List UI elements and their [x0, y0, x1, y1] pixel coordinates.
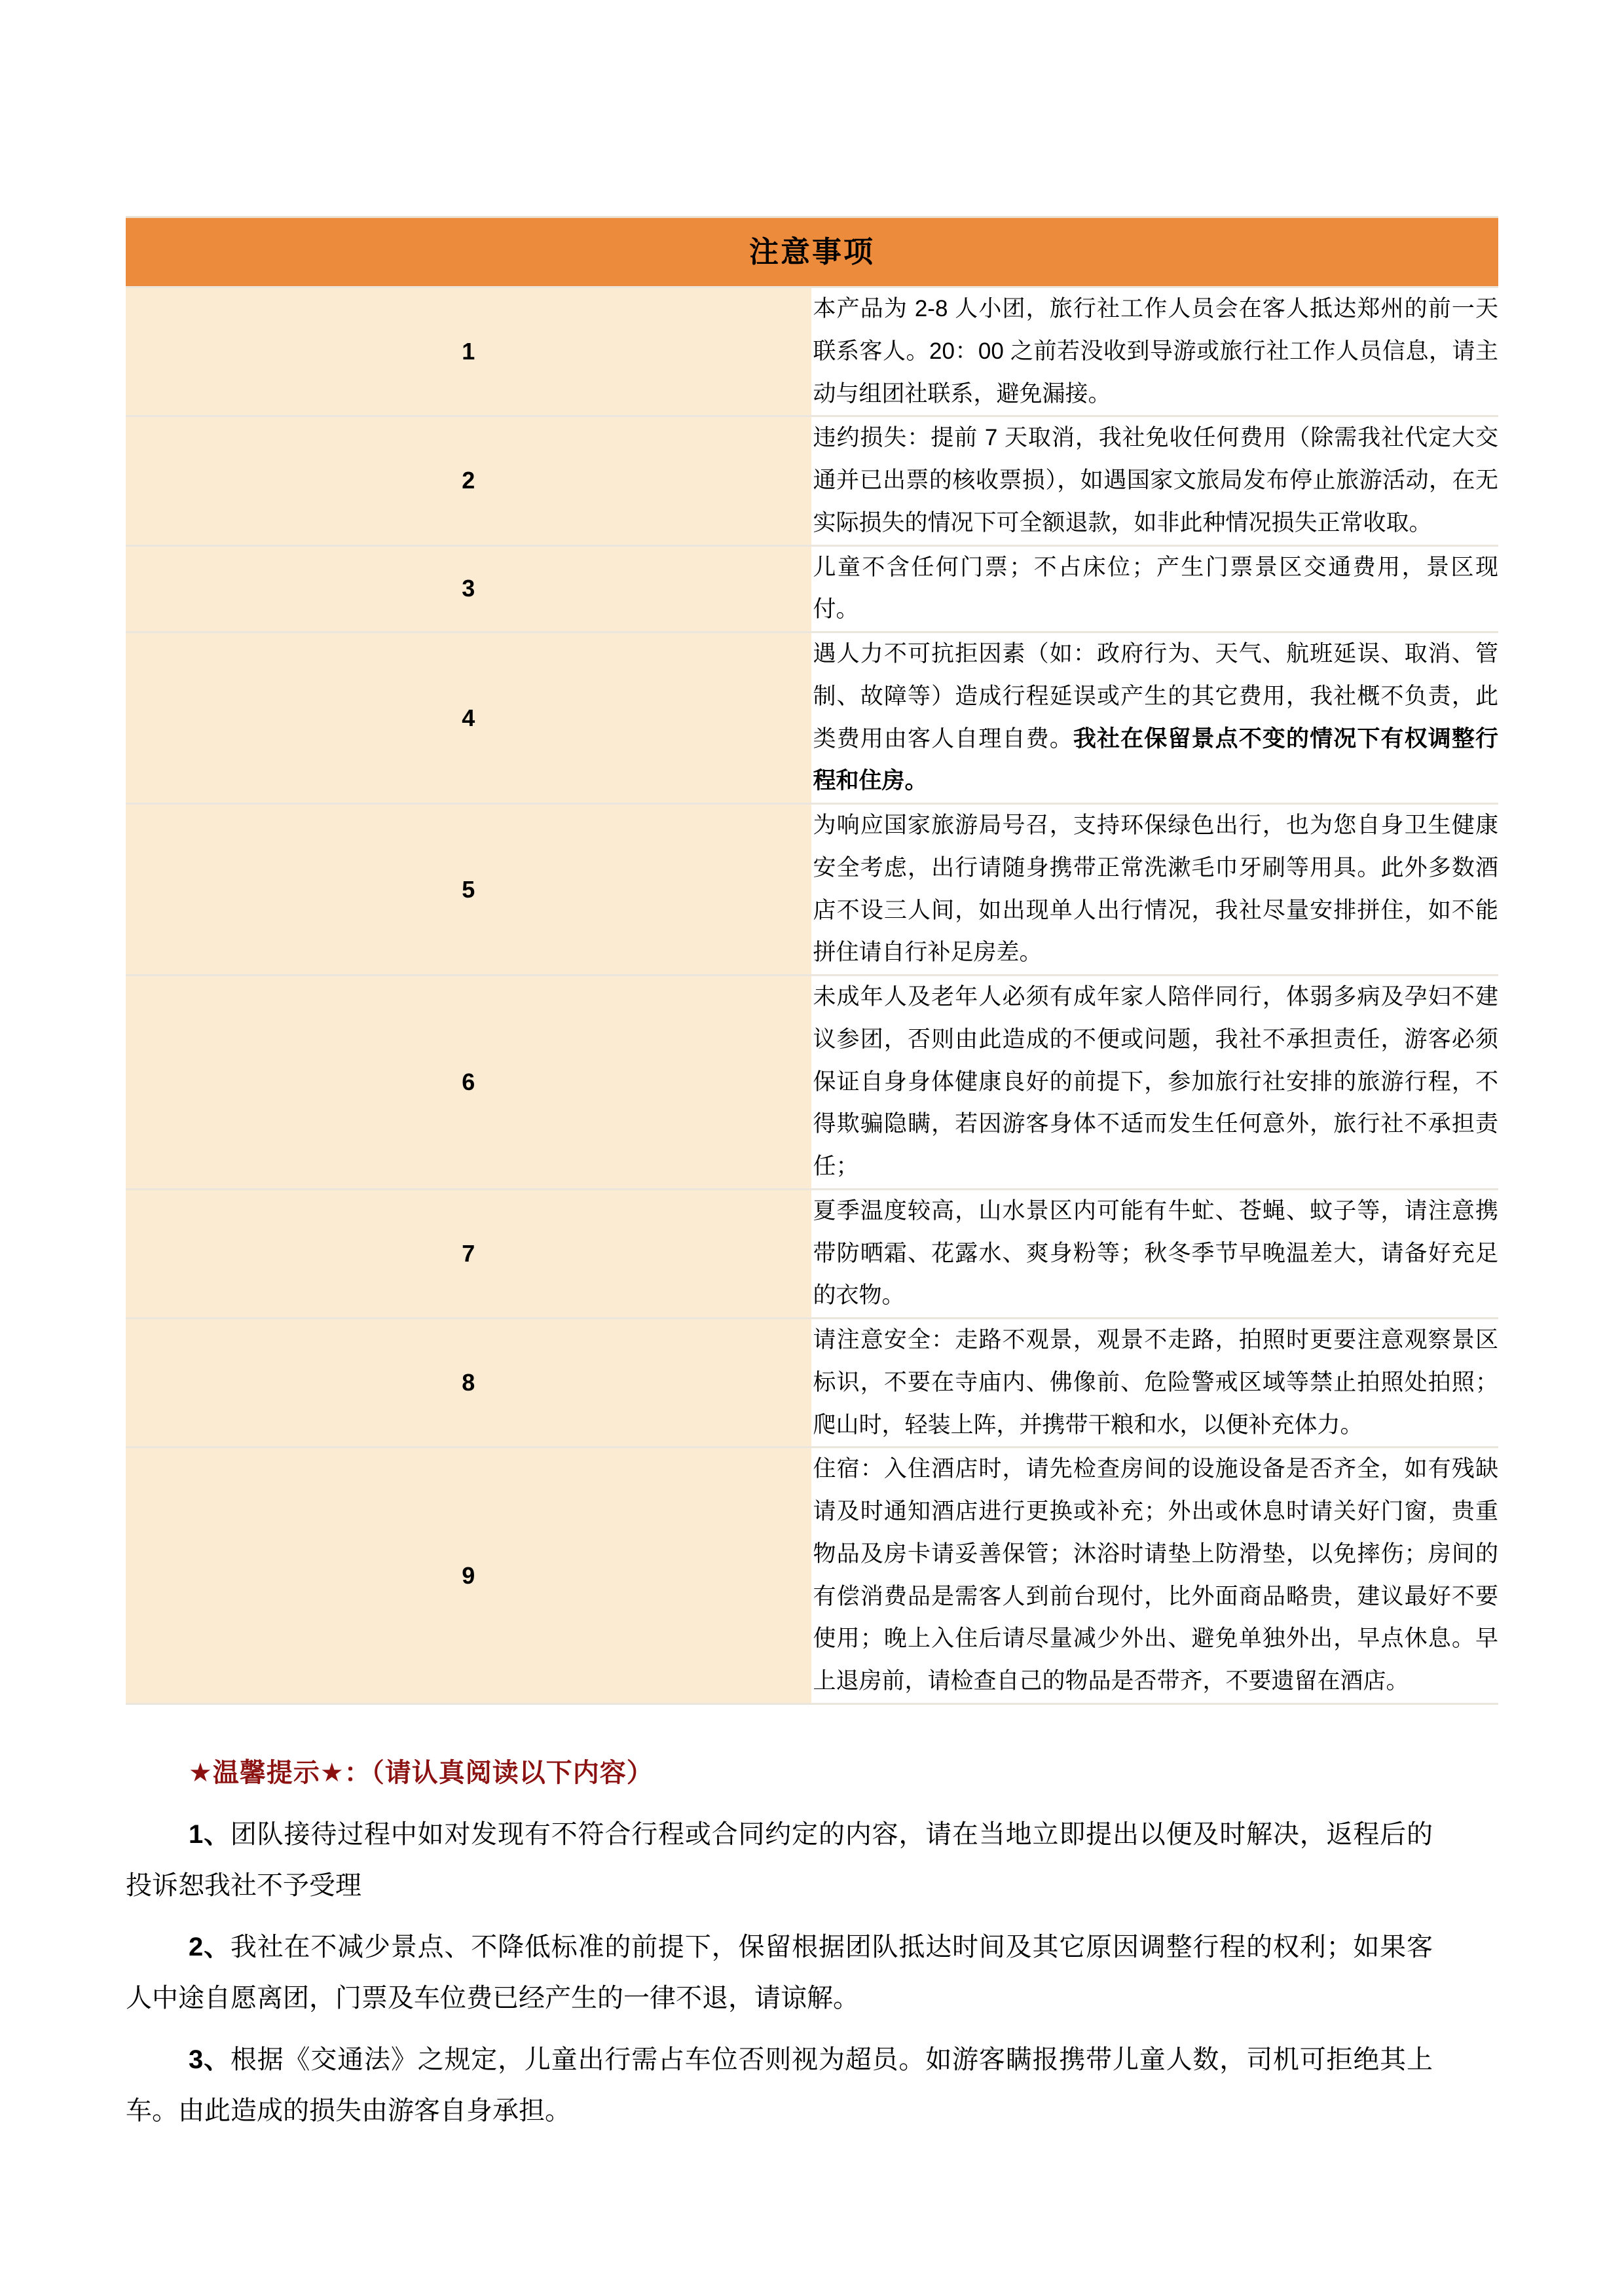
notice-table-body: [126, 217, 1498, 1704]
row-number: 8: [126, 1319, 812, 1448]
row-content-plain: 遇人力不可抗拒因素（如：政府行为、天气、航班延误、取消、管制、故障等）造成行程延误或产生的其它费用，我社概不负责，此类费用由客人自理自费。: [813, 641, 1498, 752]
table-row: [126, 287, 1498, 416]
row-content: 本产品为 2-8 人小团，旅行社工作人员会在客人抵达郑州的前一天联系客人。20：00 之前若没收到导游或旅行社工作人员信息，请主动与组团社联系，避免漏接。: [812, 287, 1498, 416]
row-content: 夏季温度较高，山水景区内可能有牛虻、苍蝇、蚊子等，请注意携带防晒霜、花露水、爽身粉等；秋冬季节早晚温差大，请备好充足的衣物。: [812, 1189, 1498, 1318]
row-content: 儿童不含任何门票；不占床位；产生门票景区交通费用，景区现付。: [812, 545, 1498, 632]
row-number: 4: [126, 632, 812, 804]
row-number: 3: [126, 545, 812, 632]
warm-tip-item: [126, 2034, 1498, 2136]
table-row: [126, 416, 1498, 545]
table-row: [126, 1189, 1498, 1318]
warm-tip-number: 2、: [189, 1932, 231, 1961]
table-row: [126, 975, 1498, 1190]
page-title: 注意事项: [748, 235, 875, 268]
row-number: 6: [126, 975, 812, 1190]
row-content: 为响应国家旅游局号召，支持环保绿色出行，也为您自身卫生健康安全考虑，出行请随身携带正常洗漱毛巾牙刷等用具。此外多数酒店不设三人间，如出现单人出行情况，我社尽量安排拼住，如不能拼住请自行补足房差。: [812, 804, 1498, 975]
warm-tips-section: [126, 1752, 1498, 2136]
warm-tip-text: 根据《交通法》之规定，儿童出行需占车位否则视为超员。如游客瞒报携带儿童人数，司机可拒绝其上车。由此造成的损失由游客自身承担。: [126, 2045, 1433, 2125]
row-content: 请注意安全：走路不观景，观景不走路，拍照时更要注意观察景区标识，不要在寺庙内、佛像前、危险警戒区域等禁止拍照处拍照；爬山时，轻装上阵，并携带干粮和水，以便补充体力。: [812, 1319, 1498, 1448]
row-content: [812, 632, 1498, 804]
row-content-emphasis: 我社在保留景点不变的情况下有权调整行程和住房。: [813, 725, 1498, 794]
warm-tip-number: 1、: [189, 1819, 231, 1849]
row-content: 未成年人及老年人必须有成年家人陪伴同行，体弱多病及孕妇不建议参团，否则由此造成的不便或问题，我社不承担责任，游客必须保证自身身体健康良好的前提下，参加旅行社安排的旅游行程，不得欺骗隐瞒，若因游客身体不适而发生任何意外，旅行社不承担责任；: [812, 975, 1498, 1190]
notice-table: [126, 216, 1498, 1705]
row-content: 住宿：入住酒店时，请先检查房间的设施设备是否齐全，如有残缺请及时通知酒店进行更换或补充；外出或休息时请关好门窗，贵重物品及房卡请妥善保管；沐浴时请垫上防滑垫，以免摔伤；房间的有偿消费品是需客人到前台现付，比外面商品略贵，建议最好不要使用；晚上入住后请尽量减少外出、避免单独外出，早点休息。早上退房前，请检查自己的物品是否带齐，不要遗留在酒店。: [812, 1448, 1498, 1704]
warm-tip-item: [126, 1922, 1498, 2024]
warm-tip-text: 团队接待过程中如对发现有不符合行程或合同约定的内容，请在当地立即提出以便及时解决，返程后的投诉恕我社不予受理: [126, 1819, 1433, 1900]
warm-tip-number: 3、: [189, 2045, 231, 2074]
table-row: [126, 545, 1498, 632]
notice-table-title-row: [126, 217, 1498, 287]
row-content: 违约损失：提前 7 天取消，我社免收任何费用（除需我社代定大交通并已出票的核收票损），如遇国家文旅局发布停止旅游活动，在无实际损失的情况下可全额退款，如非此种情况损失正常收取。: [812, 416, 1498, 545]
row-number: 1: [126, 287, 812, 416]
row-number: 9: [126, 1448, 812, 1704]
warm-tips-heading: ★温馨提示★：（请认真阅读以下内容）: [189, 1758, 654, 1787]
table-row: [126, 1448, 1498, 1704]
table-row: [126, 632, 1498, 804]
notice-table-title-cell: [126, 217, 1498, 287]
row-number: 5: [126, 804, 812, 975]
row-number: 7: [126, 1189, 812, 1318]
row-number: 2: [126, 416, 812, 545]
table-row: [126, 1319, 1498, 1448]
warm-tip-item: [126, 1809, 1498, 1911]
table-row: [126, 804, 1498, 975]
warm-tip-text: 我社在不减少景点、不降低标准的前提下，保留根据团队抵达时间及其它原因调整行程的权利；如果客人中途自愿离团，门票及车位费已经产生的一律不退，请谅解。: [126, 1932, 1433, 2013]
